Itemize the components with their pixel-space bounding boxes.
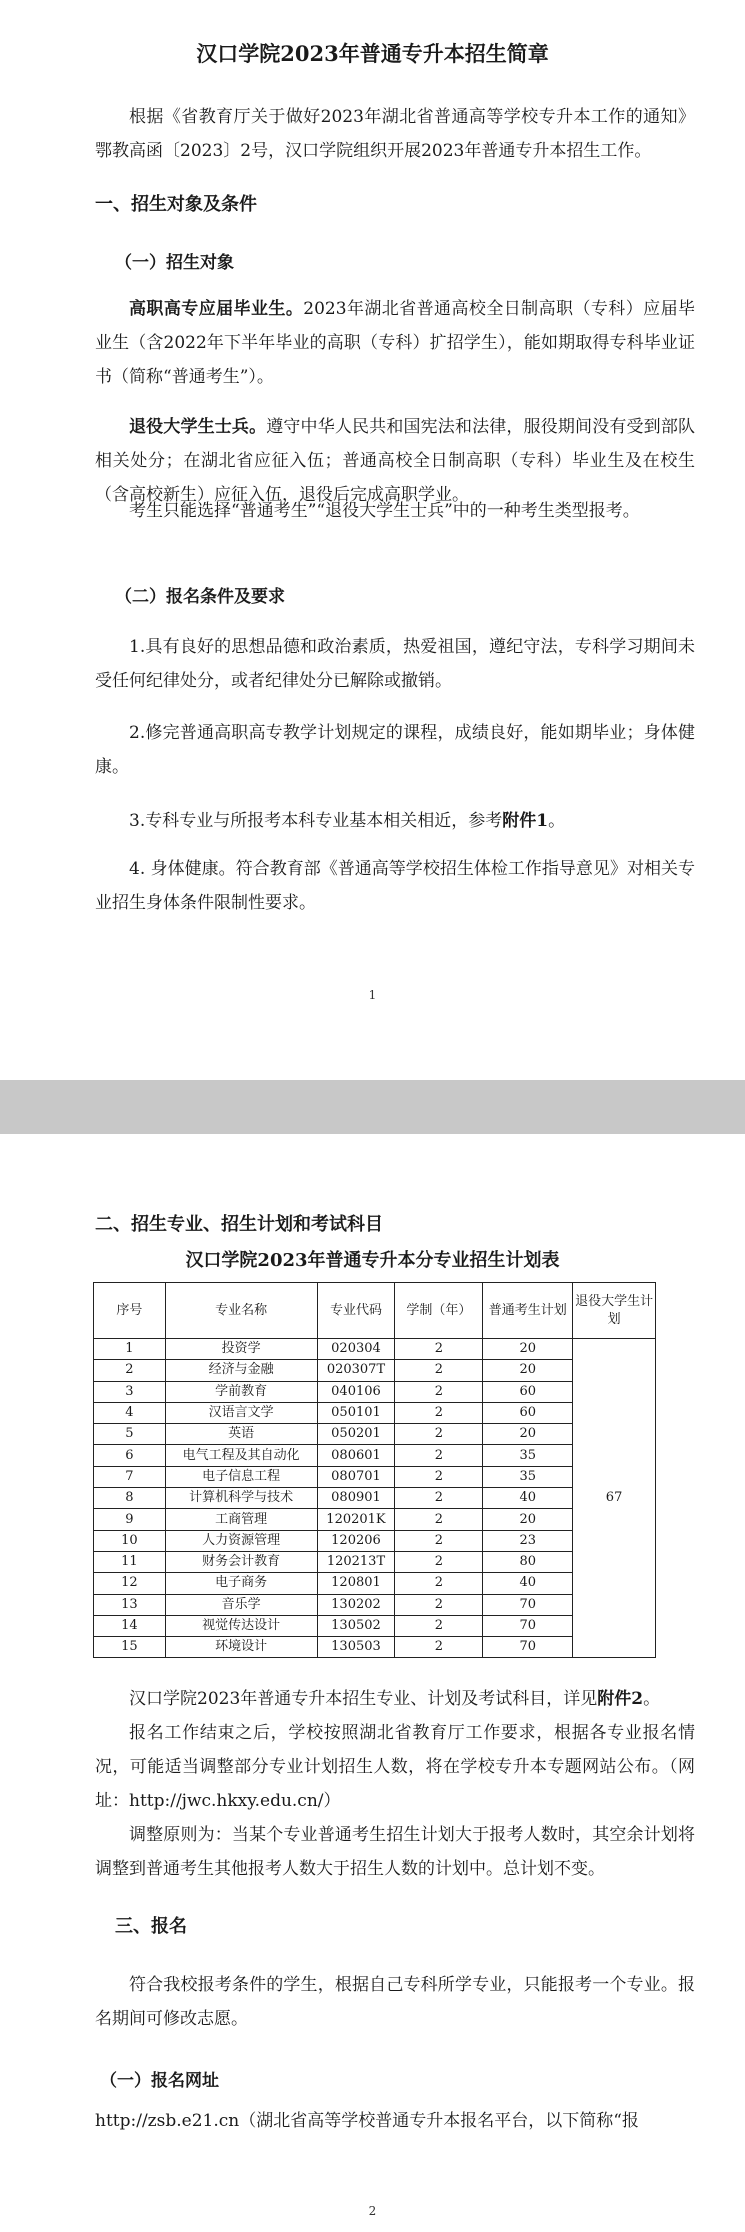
major-name: 汉语言文学 xyxy=(165,1402,317,1423)
details-text: 汉口学院2023年普通专升本招生专业、计划及考试科目，详见 xyxy=(129,1689,598,1709)
row-index: 1 xyxy=(94,1339,166,1360)
enrollment-plan-table xyxy=(93,1282,656,1658)
row-index: 8 xyxy=(94,1488,166,1509)
major-name: 视觉传达设计 xyxy=(165,1615,317,1636)
major-name: 投资学 xyxy=(165,1339,317,1360)
major-code: 050201 xyxy=(317,1424,395,1445)
veteran-candidate-lead: 退役大学生士兵。 xyxy=(129,417,267,437)
study-years: 2 xyxy=(395,1402,483,1423)
major-name: 电子信息工程 xyxy=(165,1466,317,1487)
major-code: 080701 xyxy=(317,1466,395,1487)
ordinary-plan: 40 xyxy=(483,1488,573,1509)
page-number-2: 2 xyxy=(368,2204,377,2218)
major-code: 120213T xyxy=(317,1551,395,1572)
requirement-3 xyxy=(95,804,695,838)
study-years: 2 xyxy=(395,1573,483,1594)
column-header: 学制（年） xyxy=(395,1283,483,1339)
study-years: 2 xyxy=(395,1594,483,1615)
page-number-1: 1 xyxy=(368,988,377,1002)
ordinary-plan: 20 xyxy=(483,1509,573,1530)
veteran-candidate-text: 遵守中华人民共和国宪法和法律，服役期间没有受到部队相关处分；在湖北省应征入伍；普通高校全日制高职（专科）毕业生及在校生（含高校新生）应征入伍，退役后完成高职学业。 xyxy=(95,417,695,505)
table-row xyxy=(94,1381,656,1402)
column-header: 退役大学生计划 xyxy=(573,1283,656,1339)
attachment-2-reference: 附件2 xyxy=(597,1689,644,1709)
row-index: 3 xyxy=(94,1381,166,1402)
subsection-signup-url-heading: （一）报名网址 xyxy=(100,2071,219,2091)
study-years: 2 xyxy=(395,1360,483,1381)
section-1-heading: 一、招生对象及条件 xyxy=(95,194,257,215)
study-years: 2 xyxy=(395,1466,483,1487)
study-years: 2 xyxy=(395,1424,483,1445)
table-row xyxy=(94,1509,656,1530)
study-years: 2 xyxy=(395,1509,483,1530)
row-index: 12 xyxy=(94,1573,166,1594)
details-end: 。 xyxy=(643,1689,661,1709)
major-name: 英语 xyxy=(165,1424,317,1445)
column-header: 专业代码 xyxy=(317,1283,395,1339)
requirement-2: 2.修完普通高职高专教学计划规定的课程，成绩良好，能如期毕业；身体健康。 xyxy=(95,723,695,777)
table-row xyxy=(94,1466,656,1487)
column-header: 序号 xyxy=(94,1283,166,1339)
ordinary-candidate-lead: 高职高专应届毕业生。 xyxy=(129,299,304,319)
column-header: 普通考生计划 xyxy=(483,1283,573,1339)
ordinary-plan: 20 xyxy=(483,1339,573,1360)
major-code: 120201K xyxy=(317,1509,395,1530)
major-name: 工商管理 xyxy=(165,1509,317,1530)
table-row xyxy=(94,1488,656,1509)
row-index: 13 xyxy=(94,1594,166,1615)
requirement-3-text: 3.专科专业与所报考本科专业基本相关相近，参考 xyxy=(129,811,503,831)
ordinary-plan: 70 xyxy=(483,1594,573,1615)
row-index: 10 xyxy=(94,1530,166,1551)
table-row xyxy=(94,1530,656,1551)
row-index: 4 xyxy=(94,1402,166,1423)
major-code: 050101 xyxy=(317,1402,395,1423)
signup-paragraph: 符合我校报考条件的学生，根据自己专科所学专业，只能报考一个专业。报名期间可修改志愿。 xyxy=(95,1975,695,2029)
details-paragraph xyxy=(95,1682,695,1716)
page-separator xyxy=(0,1080,745,1134)
requirement-1: 1.具有良好的思想品德和政治素质，热爱祖国，遵纪守法，专科学习期间未受任何纪律处分，或者纪律处分已解除或撤销。 xyxy=(95,637,695,691)
table-row xyxy=(94,1615,656,1636)
ordinary-plan: 40 xyxy=(483,1573,573,1594)
ordinary-plan: 35 xyxy=(483,1445,573,1466)
major-code: 080601 xyxy=(317,1445,395,1466)
row-index: 5 xyxy=(94,1424,166,1445)
ordinary-plan: 80 xyxy=(483,1551,573,1572)
table-row xyxy=(94,1551,656,1572)
ordinary-candidate-paragraph xyxy=(95,292,695,394)
document-title: 汉口学院2023年普通专升本招生简章 xyxy=(196,41,549,66)
row-index: 9 xyxy=(94,1509,166,1530)
study-years: 2 xyxy=(395,1445,483,1466)
adjustment-principle-paragraph: 调整原则为：当某个专业普通考生招生计划大于报考人数时，其空余计划将调整到普通考生其他报考人数大于招生人数的计划中。总计划不变。 xyxy=(95,1825,695,1879)
major-code: 020304 xyxy=(317,1339,395,1360)
major-code: 120801 xyxy=(317,1573,395,1594)
row-index: 2 xyxy=(94,1360,166,1381)
ordinary-plan: 20 xyxy=(483,1424,573,1445)
study-years: 2 xyxy=(395,1637,483,1658)
ordinary-plan: 23 xyxy=(483,1530,573,1551)
table-row xyxy=(94,1573,656,1594)
major-name: 音乐学 xyxy=(165,1594,317,1615)
study-years: 2 xyxy=(395,1615,483,1636)
table-row xyxy=(94,1594,656,1615)
study-years: 2 xyxy=(395,1381,483,1402)
document-page-1 xyxy=(0,0,745,1080)
section-2-heading: 二、招生专业、招生计划和考试科目 xyxy=(95,1214,383,1235)
subsection-1-heading: （一）招生对象 xyxy=(115,253,234,273)
requirement-4: 4. 身体健康。符合教育部《普通高等学校招生体检工作指导意见》对相关专业招生身体条件限制性要求。 xyxy=(95,859,695,913)
study-years: 2 xyxy=(395,1551,483,1572)
row-index: 14 xyxy=(94,1615,166,1636)
major-code: 020307T xyxy=(317,1360,395,1381)
column-header: 专业名称 xyxy=(165,1283,317,1339)
major-name: 人力资源管理 xyxy=(165,1530,317,1551)
study-years: 2 xyxy=(395,1530,483,1551)
ordinary-plan: 20 xyxy=(483,1360,573,1381)
ordinary-plan: 70 xyxy=(483,1637,573,1658)
table-row xyxy=(94,1360,656,1381)
table-row xyxy=(94,1402,656,1423)
study-years: 2 xyxy=(395,1488,483,1509)
major-name: 电子商务 xyxy=(165,1573,317,1594)
study-years: 2 xyxy=(395,1339,483,1360)
major-name: 财务会计教育 xyxy=(165,1551,317,1572)
row-index: 7 xyxy=(94,1466,166,1487)
major-code: 130502 xyxy=(317,1615,395,1636)
ordinary-plan: 60 xyxy=(483,1402,573,1423)
table-row xyxy=(94,1445,656,1466)
major-name: 计算机科学与技术 xyxy=(165,1488,317,1509)
major-code: 080901 xyxy=(317,1488,395,1509)
ordinary-plan: 35 xyxy=(483,1466,573,1487)
table-row xyxy=(94,1637,656,1658)
candidate-type-note: 考生只能选择“普通考生”“退役大学生士兵”中的一种考生类型报考。 xyxy=(129,501,640,521)
major-name: 电气工程及其自动化 xyxy=(165,1445,317,1466)
major-name: 环境设计 xyxy=(165,1637,317,1658)
adjustment-paragraph: 报名工作结束之后，学校按照湖北省教育厅工作要求，根据各专业报名情况，可能适当调整部分专业计划招生人数，将在学校专升本专题网站公布。（网址：http://jwc.hkxy.edu.cn/） xyxy=(95,1723,695,1811)
table-row xyxy=(94,1339,656,1360)
row-index: 6 xyxy=(94,1445,166,1466)
document-page-2 xyxy=(0,1134,745,2232)
requirement-3-end: 。 xyxy=(548,811,566,831)
row-index: 11 xyxy=(94,1551,166,1572)
major-name: 经济与金融 xyxy=(165,1360,317,1381)
major-code: 040106 xyxy=(317,1381,395,1402)
veteran-plan-total: 67 xyxy=(573,1339,656,1658)
ordinary-candidate-text: 2023年湖北省普通高校全日制高职（专科）应届毕业生（含2022年下半年毕业的高职（专科）扩招学生），能如期取得专科毕业证书（简称“普通考生”）。 xyxy=(95,299,696,387)
subsection-2-heading: （二）报名条件及要求 xyxy=(115,587,285,607)
attachment-1-reference: 附件1 xyxy=(502,811,549,831)
table-row xyxy=(94,1424,656,1445)
plan-table-title: 汉口学院2023年普通专升本分专业招生计划表 xyxy=(185,1250,560,1271)
table-header-row xyxy=(94,1283,656,1339)
major-code: 120206 xyxy=(317,1530,395,1551)
major-name: 学前教育 xyxy=(165,1381,317,1402)
row-index: 15 xyxy=(94,1637,166,1658)
ordinary-plan: 60 xyxy=(483,1381,573,1402)
major-code: 130503 xyxy=(317,1637,395,1658)
ordinary-plan: 70 xyxy=(483,1615,573,1636)
intro-paragraph: 根据《省教育厅关于做好2023年湖北省普通高等学校专升本工作的通知》鄂教高函〔2023〕2号，汉口学院组织开展2023年普通专升本招生工作。 xyxy=(95,107,695,161)
signup-url-paragraph: http://zsb.e21.cn（湖北省高等学校普通专升本报名平台，以下简称“报 xyxy=(95,2111,639,2131)
section-3-heading: 三、报名 xyxy=(115,1916,187,1937)
major-code: 130202 xyxy=(317,1594,395,1615)
